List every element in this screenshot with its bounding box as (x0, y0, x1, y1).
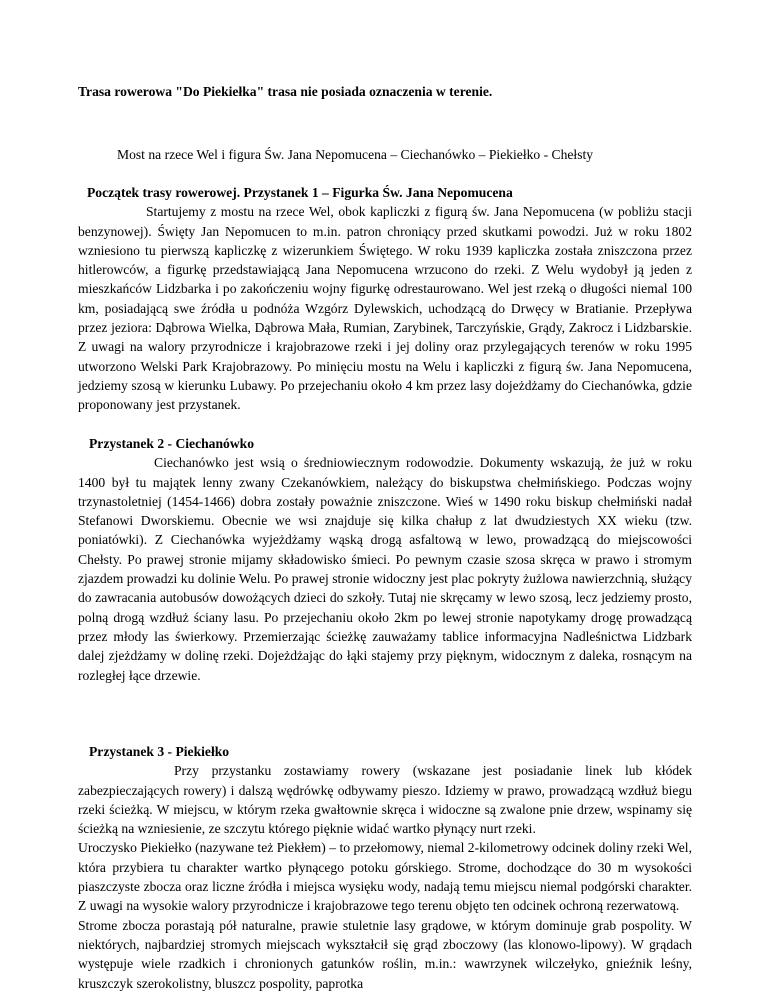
stop-3-heading: Przystanek 3 - Piekiełko (89, 744, 230, 759)
stop-1-paragraph: Startujemy z mostu na rzece Wel, obok kapliczki z figurą św. Jana Nepomucena (w pobliżu stacji benzynowej). Święty Jan Nepomucen to m.in. patron chroniący przed skutkami powodzi. Już w roku 1802 wzniesiono tu pierwszą kapliczkę z wizerunkiem Świętego. W roku 1939 kapliczka została zniszczona przez hitlerowców, a figurkę przedstawiającą Jana Nepomucena wrzucono do rzeki. Z Welu wydobył ją jeden z mieszkańców Lidzbarka i po zakończeniu wojny figurkę odrestaurowano. Wel jest rzeką o długości niemal 100 km, posiadającą swe źródła u podnóża Wzgórz Dylewskich, uchodzącą do Drwęcy w Bratianie. Przepływa przez jeziora: Dąbrowa Wielka, Dąbrowa Mała, Rumian, Zarybinek, Tarczyńskie, Grądy, Zakrocz i Lidzbarskie. Z uwagi na walory przyrodnicze i krajobrazowe rzeki i jej doliny oraz przylegających terenów w roku 1995 utworzono Welski Park Krajobrazowy. Po minięciu mostu na Welu i kapliczki z figurą św. Jana Nepomucena, jedziemy szosą w kierunku Lubawy. Po przejechaniu około 4 km przez lasy dojeżdżamy do Ciechanówka, gdzie proponowany jest przystanek. (78, 204, 692, 413)
section-stop-2 (78, 434, 692, 685)
section-stop-3 (78, 742, 692, 993)
stop-2-paragraph: Ciechanówko jest wsią o średniowiecznym rodowodzie. Dokumenty wskazują, że już w roku 1400 był tu majątek lenny zwany Czekanówkiem, należący do biskupstwa chełmińskiego. Podczas wojny trzynastoletniej (1454-1466) dobra zostały poważnie zniszczone. Wieś w 1490 roku biskup chełmiński nadał Stefanowi Dworskiemu. Obecnie we wsi znajduje się kilka chałup z lat dwudziestych XX wieku (tzw. poniatówki). Z Ciechanówka wyjeżdżamy wąską drogą asfaltową w lewo, prowadzącą do miejscowości Chełsty. Po prawej stronie mijamy składowisko śmieci. Po pewnym czasie szosa skręca w prawo i stromym zjazdem prowadzi ku dolinie Welu. Po prawej stronie widoczny jest plac pokryty żużlowa nawierzchnią, służący do zawracania autobusów dowożących dzieci do szkoły. Tutaj nie skręcamy w lewo szosą, lecz jedziemy prosto, polną drogą wzdłuż ściany lasu. Po przejechaniu około 2km po lewej stronie napotykamy drogę prowadzącą przez młody las świerkowy. Przemierzając ścieżkę zauważamy tablice informacyjna Nadleśnictwa Lidzbark dalej zjeżdżamy w dolinę rzeki. Dojeżdżając do łąki stajemy przy pięknym, widocznym z daleka, rosnącym na rozległej łące drzewie. (78, 455, 692, 683)
route-description: Most na rzece Wel i figura Św. Jana Nepomucena – Ciechanówko – Piekiełko - Chełsty (117, 147, 594, 162)
stop-3-paragraph-2: Uroczysko Piekiełko (nazywane też Piekłem) – to przełomowy, niemal 2-kilometrowy odcinek doliny rzeki Wel, która przybiera tu charakter wartko płynącego potoku górskiego. Strome, dochodzące do 30 m wysokości piaszczyste zbocza oraz liczne źródła i miejsca wysięku wody, nadają temu miejscu niemal podgórski charakter. Z uwagi na wysokie walory przyrodnicze i krajobrazowe tego terenu objęto ten odcinek ochroną rezerwatową. (78, 840, 692, 914)
stop-1-heading: Początek trasy rowerowej. Przystanek 1 – Figurka Św. Jana Nepomucena (87, 185, 513, 200)
stop-3-paragraph-3: Strome zbocza porastają pół naturalne, prawie stuletnie lasy grądowe, w którym dominuje grab pospolity. W niektórych, najbardziej stromych miejscach wykształcił się grąd zboczowy (las klonowo-lipowy). W grądach występuje wiele rzadkich i chronionych gatunków roślin, m.in.: wawrzynek wilczełyko, gnieźnik leśny, kruszczyk szerokolistny, bluszcz pospolity, paprotka (78, 917, 692, 991)
stop-3-paragraph-1: Przy przystanku zostawiamy rowery (wskazane jest posiadanie linek lub kłódek zabezpieczających rowery) i dalszą wędrówkę odbywamy pieszo. Idziemy w prawo, prowadzącą wzdłuż biegu rzeki ścieżką. W miejscu, w którym rzeka gwałtownie skręca i widoczne są zwalone pnie drzew, wspinamy się ścieżką na wzniesienie, ze szczytu którego pięknie widać wartko płynący nurt rzeki. (78, 763, 692, 837)
stop-2-heading: Przystanek 2 - Ciechanówko (89, 436, 255, 451)
section-stop-1 (78, 183, 692, 415)
document-title: Trasa rowerowa "Do Piekiełka" trasa nie posiada oznaczenia w terenie. (78, 84, 493, 99)
